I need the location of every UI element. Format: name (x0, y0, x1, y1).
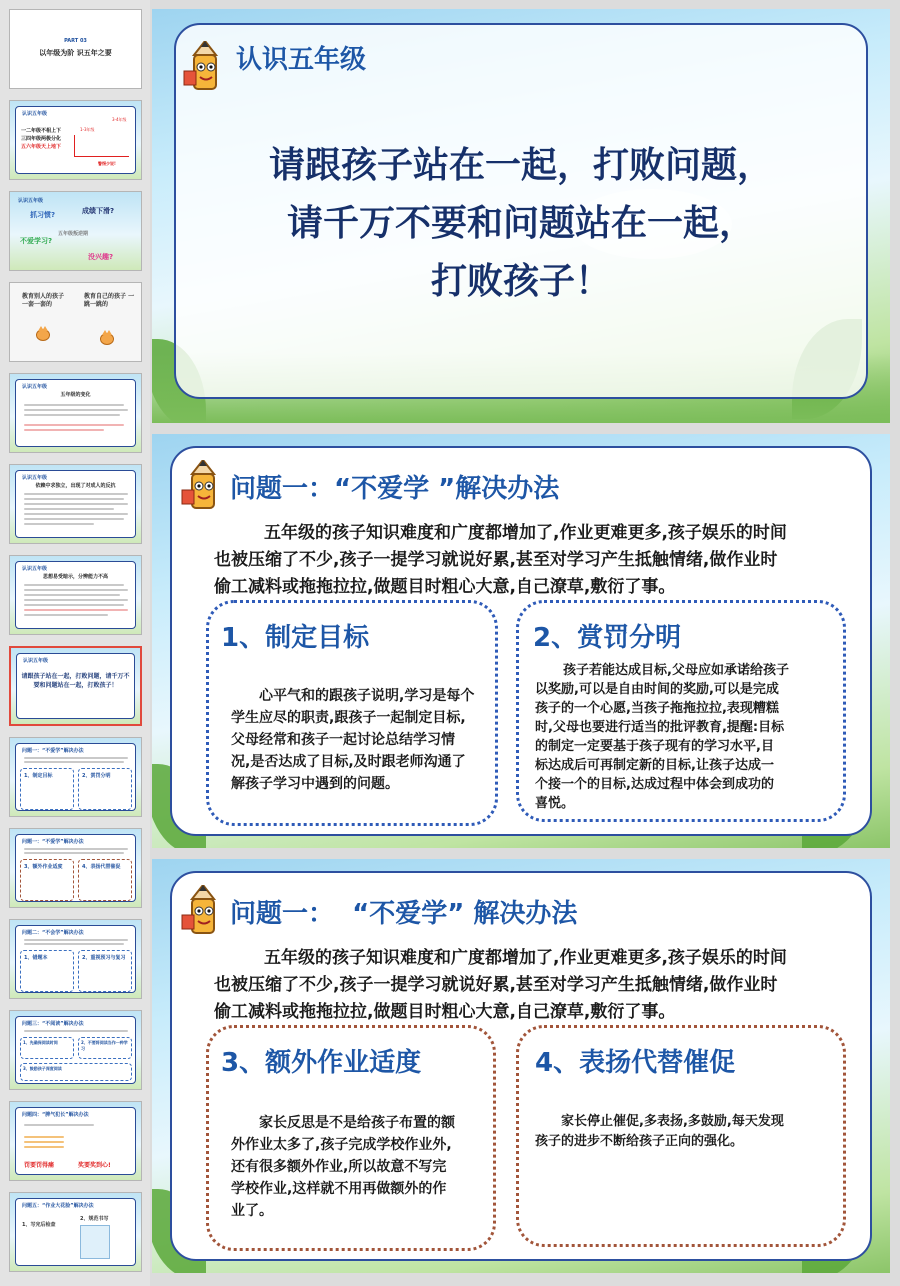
thumb-red-text: 奖要奖到心! (78, 1162, 111, 1169)
slide-canvas-2[interactable] (152, 434, 890, 848)
content-card (174, 23, 868, 399)
thumb-card (15, 379, 136, 447)
intro-line: 也被压缩了不少,孩子一提学习就说好累,甚至对学习产生抵触情绪,做作业时 (214, 975, 778, 995)
solution-title: 2、赏罚分明 (533, 623, 682, 653)
slide-thumb-7[interactable] (9, 555, 142, 635)
thumb-title: 认识五年级 (23, 658, 49, 664)
solution-line: 个接一个的目标,达成过程中体会到成功的 (535, 777, 774, 792)
slide-thumb-6[interactable] (9, 464, 142, 544)
slide-thumb-4[interactable] (9, 282, 142, 362)
thumb-card (16, 653, 135, 719)
solution-line: 业了。 (231, 1203, 273, 1219)
slide-thumbnail-rail[interactable] (0, 0, 150, 1286)
slide-thumb-14[interactable] (9, 1192, 142, 1272)
content-card (170, 871, 872, 1261)
thumb-word: 抓习惯? (30, 211, 56, 219)
thumb-box-title: 1、先确保阅读时间 (23, 1040, 58, 1045)
solution-title: 4、表扬代替催促 (535, 1048, 736, 1078)
main-quote (176, 137, 866, 311)
content-card (170, 446, 872, 836)
quote-line: 请跟孩子站在一起，打败问题， (268, 145, 773, 186)
cat-icon (100, 333, 114, 345)
thumb-box-title: 2、规范书写 (80, 1216, 109, 1222)
slide-thumb-10[interactable] (9, 828, 142, 908)
solution-text (535, 661, 839, 813)
thumb-word: 五年级叛逆期 (58, 231, 89, 237)
thumb-part-label: PART 03 (64, 38, 87, 44)
thumb-card (15, 1016, 136, 1084)
thumb-box-title: 4、表扬代替催促 (82, 864, 121, 870)
slide-thumb-2[interactable] (9, 100, 142, 180)
solution-line: 学校作业,这样就不用再做额外的作 (231, 1181, 447, 1197)
thumb-word: 教育自己的孩子 一跳一跳的 (84, 293, 135, 308)
thumb-chart (74, 135, 129, 157)
thumb-box-title: 1、写完后检查 (22, 1222, 56, 1228)
thumb-title: 认识五年级 (22, 566, 48, 572)
thumb-line: 三四年级两极分化 (21, 136, 62, 142)
thumb-card (15, 470, 136, 538)
solution-line: 标达成后可再制定新的目标,让孩子达成一 (535, 758, 774, 773)
thumb-card (15, 925, 136, 993)
thumb-title: 问题四：“脾气犯长”解决办法 (22, 1112, 89, 1118)
solution-text (535, 1112, 839, 1152)
thumb-word: 没兴趣? (88, 253, 114, 261)
intro-line: 偷工减料或拖拖拉拉,做题目时粗心大意,自己潦草,敷衍了事。 (214, 1002, 676, 1022)
quote-line: 打败孩子！ (430, 261, 611, 302)
thumb-heading: 五年级的变化 (60, 392, 91, 398)
solution-box-4 (516, 1025, 846, 1247)
thumb-box-title: 2、赏罚分明 (82, 773, 111, 779)
slide-thumb-9[interactable] (9, 737, 142, 817)
intro-line: 也被压缩了不少,孩子一提学习就说好累,甚至对学习产生抵触情绪,做作业时 (214, 550, 778, 570)
slide-header-title: 问题一： “不爱学” 解决办法 (230, 899, 578, 929)
thumb-title: 问题五：“作业大花脸”解决办法 (22, 1203, 94, 1209)
solution-line: 喜悦。 (535, 796, 575, 811)
thumb-title: 问题一：“不爱学”解决办法 (22, 748, 84, 754)
cat-icon (36, 329, 50, 341)
solution-line: 还有很多额外作业,所以故意不写完 (231, 1159, 447, 1175)
thumb-card (15, 1107, 136, 1175)
thumb-title: 认识五年级 (18, 198, 44, 204)
slide-thumb-5[interactable] (9, 373, 142, 453)
thumb-box-title: 3、鼓励孩子深度阅读 (23, 1066, 62, 1071)
thumb-title: 认识五年级 (22, 475, 48, 481)
intro-line: 五年级的孩子知识难度和广度都增加了,作业更难更多,孩子娱乐的时间 (264, 523, 787, 543)
thumb-title: 以年级为阶 识五年之要 (39, 49, 112, 57)
thumb-box-title: 1、错题本 (24, 955, 48, 961)
thumb-title: 认识五年级 (22, 111, 48, 117)
intro-line: 偷工减料或拖拖拉拉,做题目时粗心大意,自己潦草,敷衍了事。 (214, 577, 676, 597)
thumb-card (15, 1198, 136, 1266)
thumb-heading: 思想易受暗示，分辨能力不高 (42, 574, 108, 580)
slide-header-title: 认识五年级 (236, 45, 367, 75)
thumb-box-title: 1、制定目标 (24, 773, 53, 779)
slide-thumb-1[interactable] (9, 9, 142, 89)
solution-line: 的制定一定要基于孩子现有的学习水平,目 (535, 739, 774, 754)
solution-box-2 (516, 600, 846, 822)
solution-line: 家长反思是不是给孩子布置的额 (259, 1115, 455, 1131)
thumb-card (15, 106, 136, 174)
thumb-chart-label: 1-3年级 (80, 127, 95, 132)
slide-thumb-8-selected[interactable] (9, 646, 142, 726)
solution-line: 家长停止催促,多表扬,多鼓励,每天发现 (561, 1114, 784, 1129)
solution-line: 学生应尽的职责,跟孩子一起制定目标, (231, 710, 466, 726)
intro-paragraph (214, 945, 854, 1026)
thumb-text: 请跟孩子站在一起，打败问题，请千万不要和问题站在一起，打败孩子！ (21, 673, 130, 689)
thumb-line: 五六年级天上地下 (21, 144, 62, 150)
slide-thumb-12[interactable] (9, 1010, 142, 1090)
solution-line: 心平气和的跟孩子说明,学习是每个 (259, 688, 475, 704)
slide-canvas-3[interactable] (152, 859, 890, 1273)
slide-thumb-13[interactable] (9, 1101, 142, 1181)
slide-thumb-11[interactable] (9, 919, 142, 999)
thumb-title: 问题三：“不阅读”解决办法 (22, 1021, 84, 1027)
solution-line: 时,父母也要进行适当的批评教育,提醒:目标 (535, 720, 785, 735)
thumb-heading: 依赖中求独立，出现了对成人的反抗 (35, 483, 116, 489)
solution-box-3 (206, 1025, 496, 1251)
pencil-mascot-icon (180, 460, 228, 512)
thumb-line: 一二年级不相上下 (21, 128, 62, 134)
thumb-title: 问题二：“不会学”解决办法 (22, 930, 84, 936)
slide-header-title: 问题一：“不爱学 ”解决办法 (230, 474, 560, 504)
solution-text (231, 685, 491, 795)
thumb-card (15, 561, 136, 629)
thumb-word: 不爱学习? (20, 237, 53, 245)
thumb-title: 问题一：“不爱学”解决办法 (22, 839, 84, 845)
solution-line: 孩子的进步不断给孩子正向的强化。 (535, 1134, 744, 1149)
solution-line: 外作业太多了,孩子完成学校作业外, (231, 1137, 452, 1153)
thumb-box-title: 2、重视预习与复习 (82, 955, 126, 961)
thumb-word: 成绩下滑? (82, 207, 115, 215)
solution-title: 1、制定目标 (221, 623, 370, 653)
solution-line: 父母经常和孩子一起讨论总结学习情 (231, 732, 455, 748)
thumb-card (15, 834, 136, 902)
solution-title: 3、额外作业适度 (221, 1048, 422, 1078)
quote-line: 请千万不要和问题站在一起， (286, 203, 755, 244)
solution-line: 孩子的一个心愿,当孩子拖拖拉拉,表现糟糕 (535, 701, 779, 716)
thumb-chart-label: 警惕少说! (98, 161, 116, 166)
solution-line: 况,是否达成了目标,及时跟老师沟通了 (231, 754, 466, 770)
intro-paragraph (214, 520, 854, 601)
solution-line: 孩子若能达成目标,父母应如承诺给孩子 (563, 663, 789, 678)
thumb-red-text: 罚要罚得痛 (24, 1162, 55, 1169)
solution-box-1 (206, 600, 498, 826)
pencil-mascot-icon (182, 41, 230, 93)
intro-line: 五年级的孩子知识难度和广度都增加了,作业更难更多,孩子娱乐的时间 (264, 948, 787, 968)
slide-canvas-main[interactable] (152, 9, 890, 423)
solution-line: 解孩子学习中遇到的问题。 (231, 776, 399, 792)
thumb-chart-label: 3-4年级 (112, 117, 127, 122)
thumb-word: 教育别人的孩子 一套一套的 (22, 293, 65, 308)
solution-text (231, 1112, 481, 1222)
solution-line: 以奖励,可以是自由时间的奖励,可以是完成 (535, 682, 779, 697)
thumb-title: 认识五年级 (22, 384, 48, 390)
thumb-card (15, 743, 136, 811)
slide-thumb-3[interactable] (9, 191, 142, 271)
pencil-mascot-icon (180, 885, 228, 937)
thumb-box-title: 2、不要将阅读当作一种学习 (81, 1040, 128, 1051)
thumb-box-title: 3、额外作业适度 (24, 864, 63, 870)
